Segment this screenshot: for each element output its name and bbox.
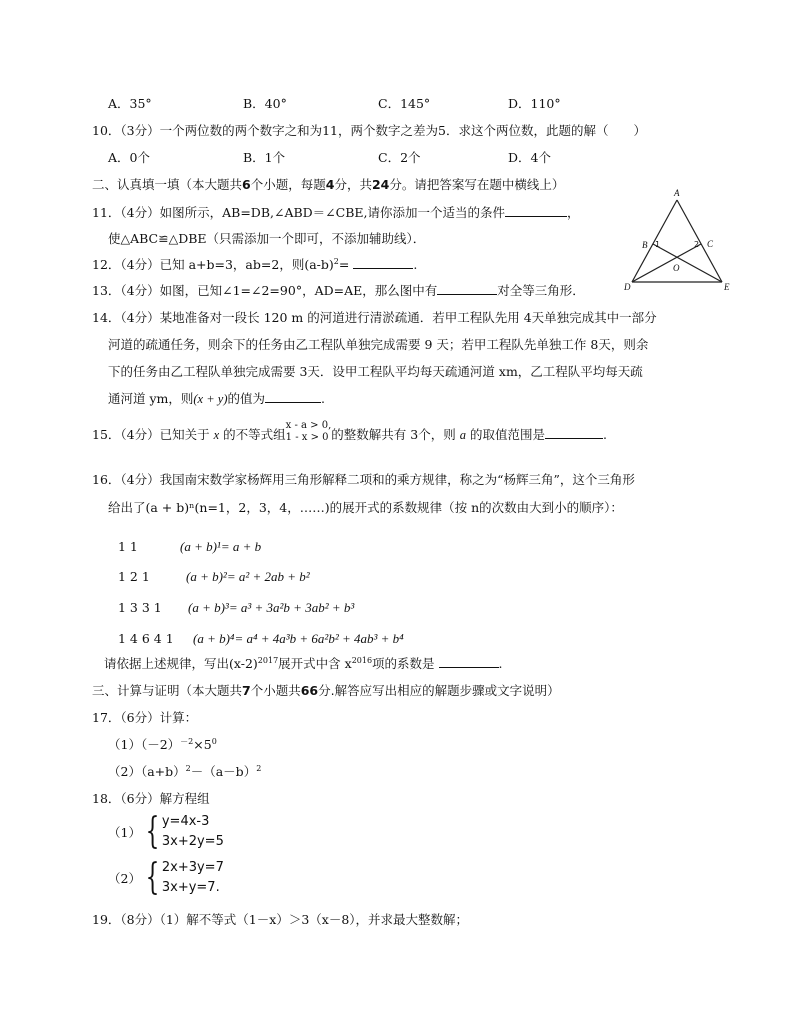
q10-option-b: B．1个 (243, 150, 286, 165)
q13: 13．（4分）如图，已知∠1=∠2=90°，AD=AE，那么图中有 对全等三角形． (92, 283, 585, 298)
q15-answer-blank[interactable] (545, 426, 603, 439)
q18-part1: （1） { y=4x-3 3x+2y=5 (108, 811, 224, 852)
q12: 12．（4分）已知 a+b=3，ab=2，则$(a-b)^2=$ . (92, 256, 418, 272)
figure-label-b: B (642, 240, 648, 250)
section2-heading: 二、认真填一填（本大题共6个小题，每题4分，共24分。请把答案写在题中横线上） (92, 177, 565, 192)
pascal-row-4-expr: (a + b)⁴= a⁴ + 4a³b + 6a²b² + 4ab³ + b⁴ (193, 631, 404, 646)
q15: 15．（4分）已知关于 x 的不等式组 x - a > 0, 1 - x > 0 的整数解共有 3个，则 a 的取值范围是 . (92, 419, 607, 443)
q13-answer-blank[interactable] (437, 282, 497, 295)
q16-line2: 给出了(a + b)ⁿ(n=1，2，3，4，……)的展开式的系数规律（按 n的次数由大到小的顺序）： (108, 500, 623, 515)
q14-line3: 下的任务由乙工程队单独完成需要 3天．设甲工程队平均每天疏通河道 xm，乙工程队平均每天疏 (108, 364, 643, 379)
figure-angle-2: 2 (694, 240, 700, 249)
left-brace: { (145, 811, 160, 852)
q15-inequality-system: x - a > 0, 1 - x > 0 (285, 419, 332, 443)
q10-option-c: C．2个 (378, 150, 421, 165)
q10-option-a: A．0个 (108, 150, 150, 165)
triangle-figure (618, 186, 738, 294)
q14-answer-blank[interactable] (265, 390, 321, 403)
q9-option-c: C．145° (378, 96, 431, 111)
pascal-row-3-coef: 1 3 3 1 (118, 600, 162, 615)
q14-line4: 通河道 ym，则(x + y)的值为 . (108, 391, 325, 406)
q9-option-a: A．35° (108, 96, 152, 111)
q11-answer-blank[interactable] (505, 204, 567, 217)
q9-option-d: D．110° (508, 96, 561, 111)
pascal-row-4-coef: 1 4 6 4 1 (118, 631, 174, 646)
q16-line1: 16．（4分）我国南宋数学家杨辉用三角形解释二项和的乘方规律，称之为“杨辉三角”，这个三角形 (92, 472, 635, 487)
figure-label-a: A (674, 188, 680, 198)
q14-line1: 14．（4分）某地准备对一段长 120 m 的河道进行清淤疏通．若甲工程队先用 4天单独完成其中一部分 (92, 310, 657, 325)
left-brace: { (145, 857, 160, 898)
figure-label-e: E (724, 282, 730, 292)
figure-label-o: O (673, 263, 680, 273)
q19-stem: 19．（8分）（1）解不等式（1－x）＞3（x－8），并求最大整数解； (92, 912, 469, 927)
pascal-row-1-expr: (a + b)¹= a + b (180, 539, 262, 554)
pascal-row-3-expr: (a + b)³= a³ + 3a²b + 3ab² + b³ (188, 600, 355, 615)
figure-label-c: C (707, 239, 714, 249)
q11-line2: 使△ABC≌△DBE（只需添加一个即可，不添加辅助线）． (108, 231, 426, 246)
q11-line1: 11．（4分）如图所示，AB=DB,∠ABD＝∠CBE,请你添加一个适当的条件 ， (92, 205, 580, 220)
q18-part2: （2） { 2x+3y=7 3x+y=7. (108, 857, 224, 898)
q10-stem: 10．（3分）一个两位数的两个数字之和为11，两个数字之差为5．求这个两位数，此题的解（ ） (92, 123, 646, 138)
q10-option-d: D．4个 (508, 150, 551, 165)
q12-answer-blank[interactable] (353, 256, 413, 269)
q16-question: 请依据上述规律，写出$(x-2)^{2017}$展开式中含 $x^{2016}$项的系数是 . (104, 655, 503, 671)
q17-part2: $(2)(a+b)^2-(a-b)^2$ (108, 763, 262, 779)
q16-answer-blank[interactable] (439, 655, 499, 668)
pascal-row-2-expr: (a + b)²= a² + 2ab + b² (186, 569, 310, 584)
q17-stem: 17．（6分）计算： (92, 710, 198, 725)
q14-line2: 河道的疏通任务，则余下的任务由乙工程队单独完成需要 9 天；若甲工程队先单独工作 8天，则余 (108, 337, 649, 352)
pascal-row-1-coef: 1 1 (118, 539, 138, 554)
figure-angle-1: 1 (655, 240, 661, 249)
section3-heading: 三、计算与证明（本大题共7个小题共66分.解答应写出相应的解题步骤或文字说明） (92, 683, 560, 698)
figure-label-d: D (624, 282, 631, 292)
q17-part1: $(1)(-2)^{-2}\times 5^0$ (108, 736, 217, 752)
q9-option-b: B．40° (243, 96, 287, 111)
q18-stem: 18．（6分）解方程组 (92, 791, 210, 806)
pascal-row-2-coef: 1 2 1 (118, 569, 150, 584)
